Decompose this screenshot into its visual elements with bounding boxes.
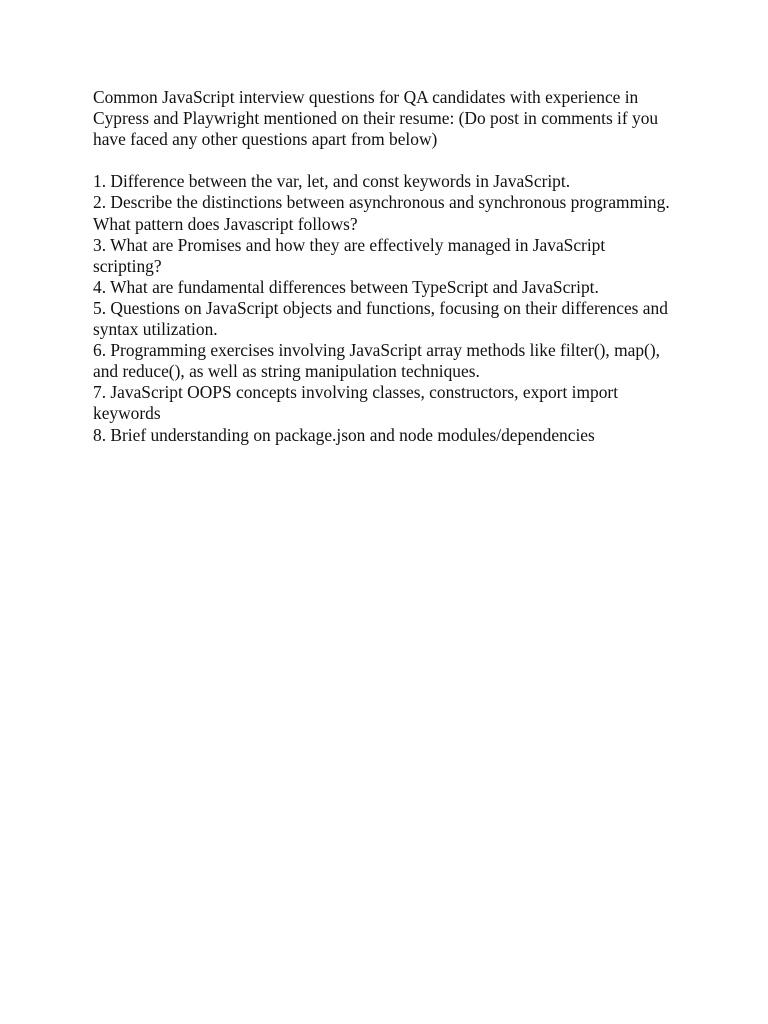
intro-paragraph: Common JavaScript interview questions for QA candidates with experience in Cypress and Playwright mentioned on their resume: (Do post in comments if you have faced any other questions apart from below) — [93, 87, 659, 150]
question-item-6: 6. Programming exercises involving JavaScript array methods like filter(), map(), and reduce(), as well as string manipulation techniques. — [93, 340, 660, 382]
document-page — [93, 87, 673, 446]
question-item-5: 5. Questions on JavaScript objects and functions, focusing on their differences and syntax utilization. — [93, 297, 668, 340]
question-item-7: 7. JavaScript OOPS concepts involving classes, constructors, export import keywords — [93, 382, 619, 424]
paragraph-spacer — [93, 150, 673, 171]
question-item-3: 3. What are Promises and how they are effectively managed in JavaScript scripting? — [93, 234, 606, 276]
question-list — [93, 171, 673, 445]
question-item-1: 1. Difference between the var, let, and const keywords in JavaScript. — [93, 171, 571, 192]
question-item-4: 4. What are fundamental differences between TypeScript and JavaScript. — [93, 276, 599, 297]
question-item-8: 8. Brief understanding on package.json and node modules/dependencies — [93, 424, 595, 445]
question-item-2: 2. Describe the distinctions between asynchronous and synchronous programming. What pattern does Javascript follows? — [93, 192, 670, 234]
